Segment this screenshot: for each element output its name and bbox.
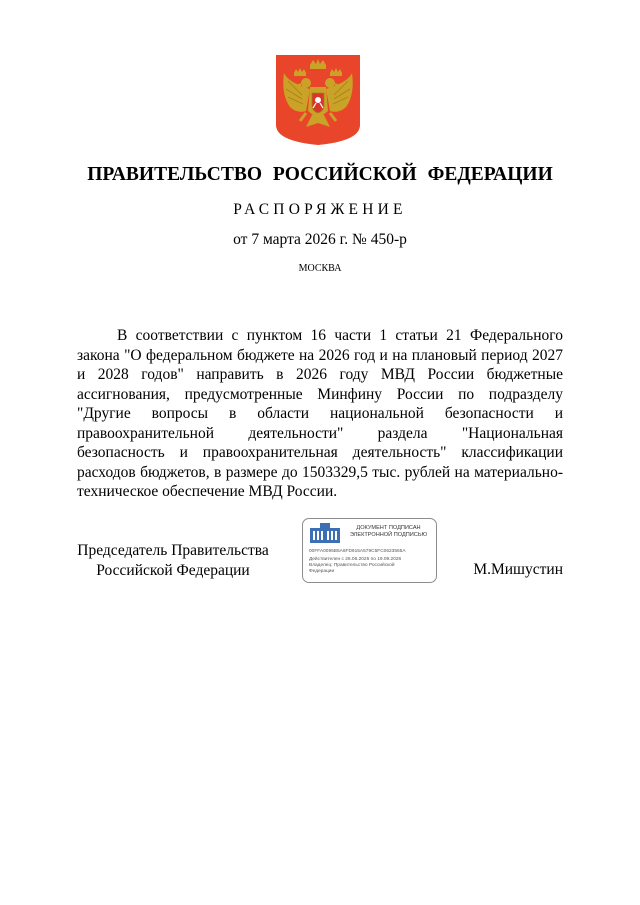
stamp-owner-line-1: Владелец: Правительство Российской — [309, 563, 395, 568]
stamp-owner-line-2: Федерации — [309, 569, 335, 574]
stamp-title-line-2: ЭЛЕКТРОННОЙ ПОДПИСЬЮ — [349, 532, 428, 538]
signer-position — [62, 541, 284, 580]
stamp-title-line-1: ДОКУМЕНТ ПОДПИСАН — [356, 525, 421, 531]
decree-body-paragraph: В соответствии с пунктом 16 части 1 статьи 21 Федерального закона "О федеральном бюджете на 2026 год и на плановый период 2027 и 2028 годов" направить в 2026 году МВД России бюджетные ассигнования, предусмотренные Минфину России по подразделу "Другие вопросы в области национальной безопасности и правоохранительной деятельности" раздела "Национальная безопасность и правоохранительная деятельность" классификации расходов бюджетов, в размере до 1503329,5 тыс. рублей на материально-техническое обеспечение МВД России. — [77, 327, 563, 500]
government-title: ПРАВИТЕЛЬСТВО РОССИЙСКОЙ ФЕДЕРАЦИИ — [87, 164, 553, 185]
document-city: МОСКВА — [298, 263, 342, 274]
government-building-icon — [308, 522, 342, 544]
stamp-certificate-number: 00FFA0095B5A6FD915A579C5FC0623565A — [309, 549, 406, 554]
document-date-number: от 7 марта 2026 г. № 450-р — [233, 231, 407, 248]
signer-position-line-1: Председатель Правительства — [77, 542, 269, 559]
document-type: РАСПОРЯЖЕНИЕ — [233, 201, 407, 218]
stamp-title — [341, 525, 436, 539]
electronic-signature-stamp — [302, 518, 437, 583]
signer-position-line-2: Российской Федерации — [96, 561, 250, 579]
stamp-validity: Действителен с 26.06.2025 по 19.09.2026 — [309, 557, 402, 562]
coat-of-arms-icon — [276, 55, 360, 145]
signer-name: М.Мишустин — [473, 561, 563, 578]
